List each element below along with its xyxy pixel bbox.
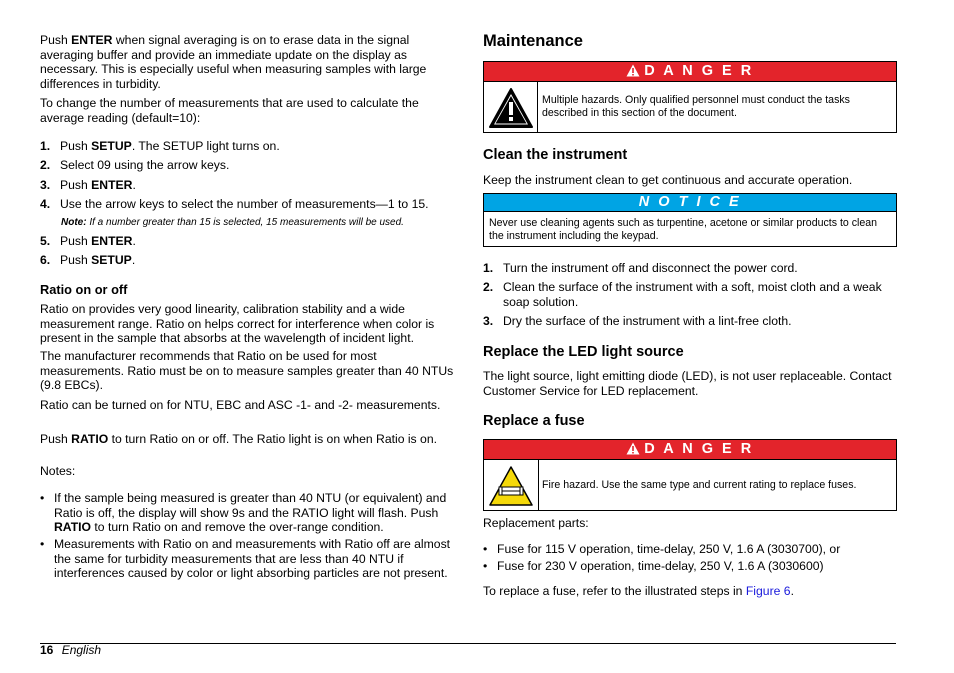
led-paragraph: The light source, light emitting diode (LED), is not user replaceable. Contact Customer Service for LED replacement. <box>483 369 892 398</box>
bullet-item: • If the sample being measured is greater than 40 NTU (or equivalent) and Ratio is off, the display will show 9s and the RATIO light will flash. Push RATIO to turn Ratio on and remove the over-range condition. <box>40 491 447 534</box>
led-heading: Replace the LED light source <box>483 344 684 360</box>
ratio-paragraph-4: Push RATIO to turn Ratio on or off. The Ratio light is on when Ratio is on. <box>40 432 437 446</box>
maintenance-heading: Maintenance <box>483 32 583 50</box>
step-item: 1. Push SETUP. The SETUP light turns on. <box>40 139 280 153</box>
footer-language: English <box>61 643 102 657</box>
step-item: 6. Push SETUP. <box>40 253 136 267</box>
danger-header: D A N G E R <box>484 62 896 82</box>
clean-paragraph: Keep the instrument clean to get continuous and accurate operation. <box>483 173 853 187</box>
clean-step-item: 3. Dry the surface of the instrument with a lint-free cloth. <box>483 314 792 328</box>
change-number-paragraph: To change the number of measurements that are used to calculate the average reading (default=10): <box>40 96 419 125</box>
danger-box-fire <box>483 439 897 511</box>
notice-text: Never use cleaning agents such as turpentine, acetone or similar products to clean the instrument including the keypad. <box>489 217 878 242</box>
averaging-paragraph: Push ENTER when signal averaging is on to erase data in the signal averaging buffer and provide an immediate update on the display as necessary. This is especially useful when measuring samples with large differences in turbidity. <box>40 33 427 91</box>
part-item: • Fuse for 115 V operation, time-delay, 250 V, 1.6 A (3030700), or <box>483 542 841 556</box>
ratio-paragraph-1: Ratio on provides very good linearity, calibration stability and a wide measurement range. Ratio on helps correct for interference when color is present in the sample that absorbs at the wavelength of incident light. <box>40 302 435 345</box>
refer-paragraph: To replace a fuse, refer to the illustrated steps in Figure 6. <box>483 584 794 598</box>
notes-label: Notes: <box>40 464 76 478</box>
fuse-warning-icon <box>488 465 534 507</box>
page-number: 16 <box>40 643 54 657</box>
notice-box <box>483 193 897 247</box>
warning-triangle-icon <box>626 442 640 461</box>
ratio-paragraph-3: Ratio can be turned on for NTU, EBC and ASC -1- and -2- measurements. <box>40 398 441 412</box>
clean-step-item: 2. Clean the surface of the instrument with a soft, moist cloth and a weak soap solution. <box>483 280 882 309</box>
ratio-paragraph-2: The manufacturer recommends that Ratio on be used for most measurements. Ratio must be on to measure samples greater than 40 NTUs (9.8 EBCs). <box>40 349 454 392</box>
fuse-heading: Replace a fuse <box>483 413 585 429</box>
bullet-dot: • <box>40 491 45 505</box>
clean-heading: Clean the instrument <box>483 147 628 163</box>
danger-box-hazards <box>483 61 897 133</box>
hazard-icon-cell <box>484 82 538 133</box>
step-item: 4. Use the arrow keys to select the number of measurements—1 to 15. <box>40 197 429 211</box>
footer-rule <box>40 643 896 644</box>
ratio-heading: Ratio on or off <box>40 282 128 297</box>
note-text: Note: If a number greater than 15 is selected, 15 measurements will be used. <box>61 217 404 228</box>
figure-6-link[interactable]: Figure 6 <box>745 584 791 598</box>
danger-header: D A N G E R <box>484 440 896 460</box>
notice-header: N O T I C E <box>484 194 896 212</box>
step-item: 5. Push ENTER. <box>40 234 136 248</box>
page-footer <box>40 643 101 657</box>
step-item: 3. Push ENTER. <box>40 178 136 192</box>
bullet-item: • Measurements with Ratio on and measurements with Ratio off are almost the same for turbidity measurements that are less than 40 NTU if interferences caused by color or light absorbing particles are not present. <box>40 537 451 580</box>
bullet-dot: • <box>40 537 45 551</box>
step-item: 2. Select 09 using the arrow keys. <box>40 158 230 172</box>
general-hazard-icon <box>488 87 534 129</box>
danger-text: Fire hazard. Use the same type and current rating to replace fuses. <box>542 479 857 491</box>
clean-step-item: 1. Turn the instrument off and disconnect the power cord. <box>483 261 798 275</box>
part-item: • Fuse for 230 V operation, time-delay, 250 V, 1.6 A (3030600) <box>483 559 824 573</box>
bullet-dot: • <box>483 559 488 573</box>
danger-text: Multiple hazards. Only qualified personnel must conduct the tasks described in this section of the document. <box>542 94 850 119</box>
warning-triangle-icon <box>626 64 640 83</box>
bullet-dot: • <box>483 542 488 556</box>
parts-label: Replacement parts: <box>483 516 589 530</box>
fuse-icon-cell <box>484 460 539 511</box>
